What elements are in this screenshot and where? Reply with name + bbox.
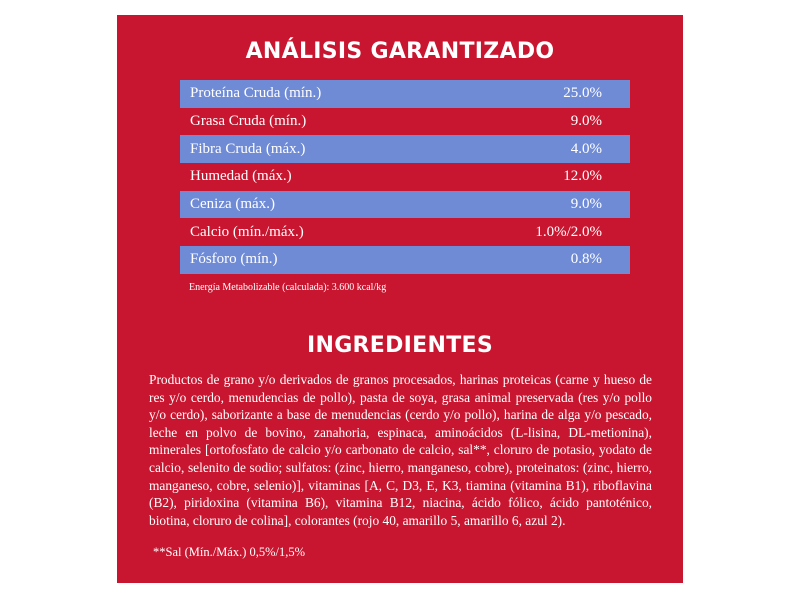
table-row: [180, 218, 630, 246]
row-value: 12.0%: [563, 168, 602, 185]
row-value: 9.0%: [570, 196, 602, 213]
table-row: [180, 80, 630, 108]
product-info-panel: [117, 15, 683, 583]
salt-footnote: **Sal (Mín./Máx.) 0,5%/1,5%: [153, 545, 306, 559]
table-row: [180, 246, 630, 274]
row-label: Calcio (mín./máx.): [190, 223, 304, 240]
ingredients-text: Productos de grano y/o derivados de granos procesados, harinas proteicas (carne y hueso de res y/o cerdo, menudencias de pollo), pasta de soya, grasa animal preservada (res y/o pollo y/o cerdo), saborizante a base de menudencias (cerdo y/o pollo), harina de alga y/o pescado, leche en polvo de bovino, zanahoria, espinaca, aminoácidos (L-lisina, DL-metionina), minerales [ortofosfato de calcio y/o carbonato de calcio, sal**, cloruro de potasio, yodato de calcio, selenito de sodio; sulfatos: (zinc, hierro, manganeso, cobre), proteinatos: (zinc, hierro, manganeso, cobre, selenio)], vitaminas [A, C, D3, E, K3, tiamina (vitamina B1), riboflavina (B2), piridoxina (vitamina B6), vitamina B12, niacina, ácido fólico, ácido pantoténico, biotina, cloruro de colina], colorantes (rojo 40, amarillo 5, amarillo 6, azul 2).: [149, 372, 652, 528]
row-label: Fibra Cruda (máx.): [190, 140, 306, 157]
row-value: 9.0%: [570, 113, 602, 130]
analysis-title: ANÁLISIS GARANTIZADO: [245, 39, 555, 64]
row-label: Grasa Cruda (mín.): [190, 113, 307, 130]
table-row: [180, 135, 630, 163]
row-label: Fósforo (mín.): [190, 251, 278, 268]
row-value: 25.0%: [563, 85, 602, 102]
table-row: [180, 191, 630, 219]
row-value: 4.0%: [570, 140, 602, 157]
row-label: Proteína Cruda (mín.): [190, 85, 322, 102]
row-label: Ceniza (máx.): [190, 196, 275, 213]
energy-note: Energía Metabolizable (calculada): 3.600 kcal/kg: [189, 282, 387, 293]
row-label: Humedad (máx.): [190, 168, 292, 185]
table-row: [180, 108, 630, 136]
ingredients-title: INGREDIENTES: [307, 333, 493, 358]
row-value: 1.0%/2.0%: [535, 223, 602, 240]
table-row: [180, 163, 630, 191]
analysis-table: [180, 80, 630, 274]
row-value: 0.8%: [570, 251, 602, 268]
